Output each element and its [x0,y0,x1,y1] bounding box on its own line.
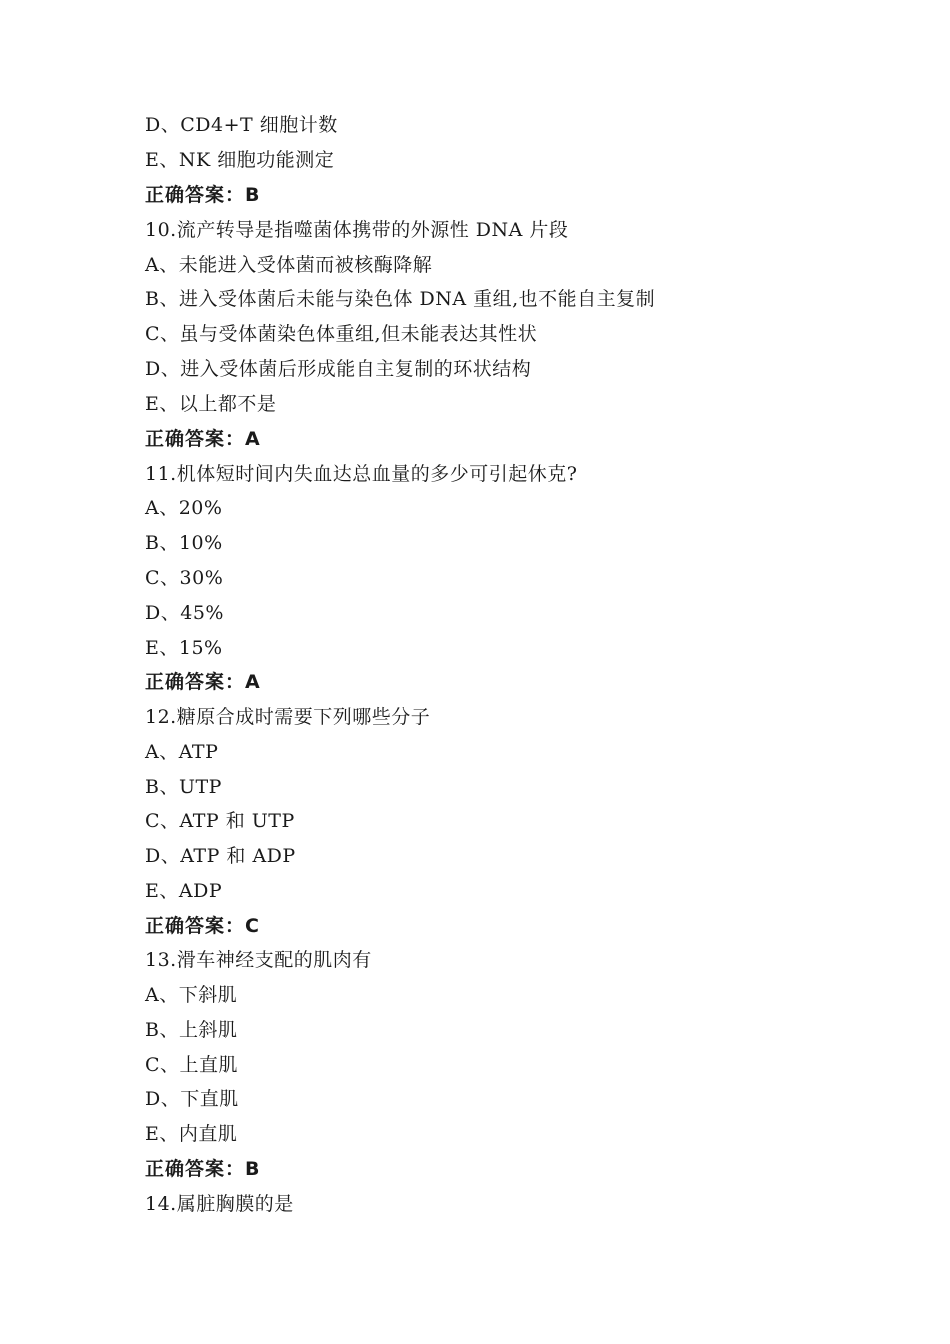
option-10e: E、以上都不是 [145,393,277,415]
option-11a: A、20% [145,497,223,519]
option-12b: B、UTP [145,776,222,798]
question-13: 13.滑车神经支配的肌肉有 [145,949,372,971]
option-13b: B、上斜肌 [145,1019,238,1041]
answer-13: 正确答案：B [145,1158,261,1180]
option-13e: E、内直肌 [145,1123,238,1145]
question-11: 11.机体短时间内失血达总血量的多少可引起休克? [145,463,578,485]
option-10c: C、虽与受体菌染色体重组,但未能表达其性状 [145,323,538,345]
answer-9: 正确答案：B [145,184,261,206]
option-9d: D、CD4+T 细胞计数 [145,114,338,136]
option-10d: D、进入受体菌后形成能自主复制的环状结构 [145,358,532,380]
answer-11: 正确答案：A [145,671,261,693]
option-10a: A、未能进入受体菌而被核酶降解 [145,254,433,276]
option-12a: A、ATP [145,741,219,763]
answer-10: 正确答案：A [145,428,261,450]
option-11e: E、15% [145,637,223,659]
option-9e: E、NK 细胞功能测定 [145,149,335,171]
question-10: 10.流产转导是指噬菌体携带的外源性 DNA 片段 [145,219,569,241]
answer-12: 正确答案：C [145,915,260,937]
option-12d: D、ATP 和 ADP [145,845,296,867]
question-12: 12.糖原合成时需要下列哪些分子 [145,706,431,728]
option-11c: C、30% [145,567,224,589]
option-11d: D、45% [145,602,224,624]
option-11b: B、10% [145,532,223,554]
option-12c: C、ATP 和 UTP [145,810,295,832]
option-12e: E、ADP [145,880,223,902]
option-13a: A、下斜肌 [145,984,238,1006]
option-13d: D、下直肌 [145,1088,239,1110]
question-14: 14.属脏胸膜的是 [145,1193,294,1215]
option-10b: B、进入受体菌后未能与染色体 DNA 重组,也不能自主复制 [145,288,656,310]
option-13c: C、上直肌 [145,1054,239,1076]
